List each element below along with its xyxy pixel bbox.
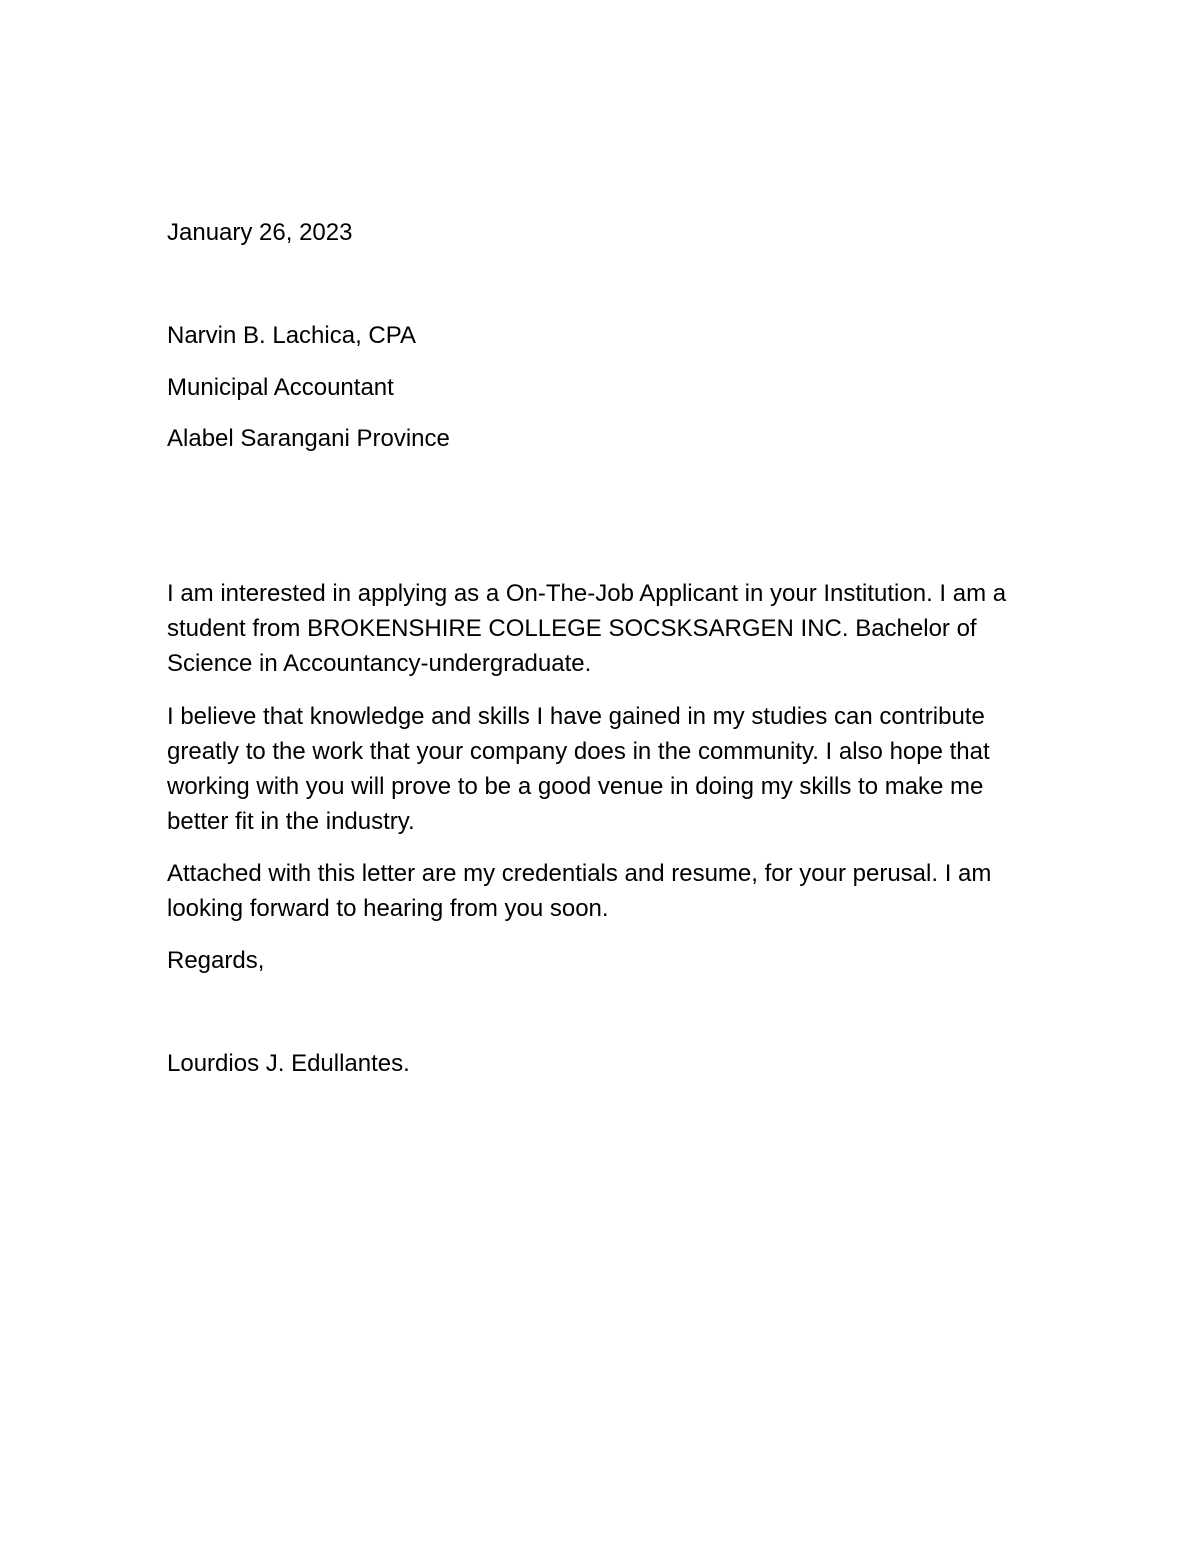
recipient-title: Municipal Accountant (167, 374, 394, 401)
recipient-location: Alabel Sarangani Province (167, 425, 450, 452)
letter-closing: Regards, (167, 947, 265, 974)
signature-name: Lourdios J. Edullantes. (167, 1050, 410, 1077)
letter-date: January 26, 2023 (167, 219, 353, 246)
body-paragraph-1: I am interested in applying as a On-The-Job Applicant in your Institution. I am a student from BROKENSHIRE COLLEGE SOCSKSARGEN INC. Bachelor of Science in Accountancy-undergraduate. (167, 580, 1007, 677)
recipient-name: Narvin B. Lachica, CPA (167, 322, 416, 349)
body-paragraph-2: I believe that knowledge and skills I have gained in my studies can contribute greatly to the work that your company does in the community. I also hope that working with you will prove to be a good venue in doing my skills to make me better fit in the industry. (167, 703, 990, 835)
body-paragraph-3: Attached with this letter are my credentials and resume, for your perusal. I am looking forward to hearing from you soon. (167, 860, 992, 922)
